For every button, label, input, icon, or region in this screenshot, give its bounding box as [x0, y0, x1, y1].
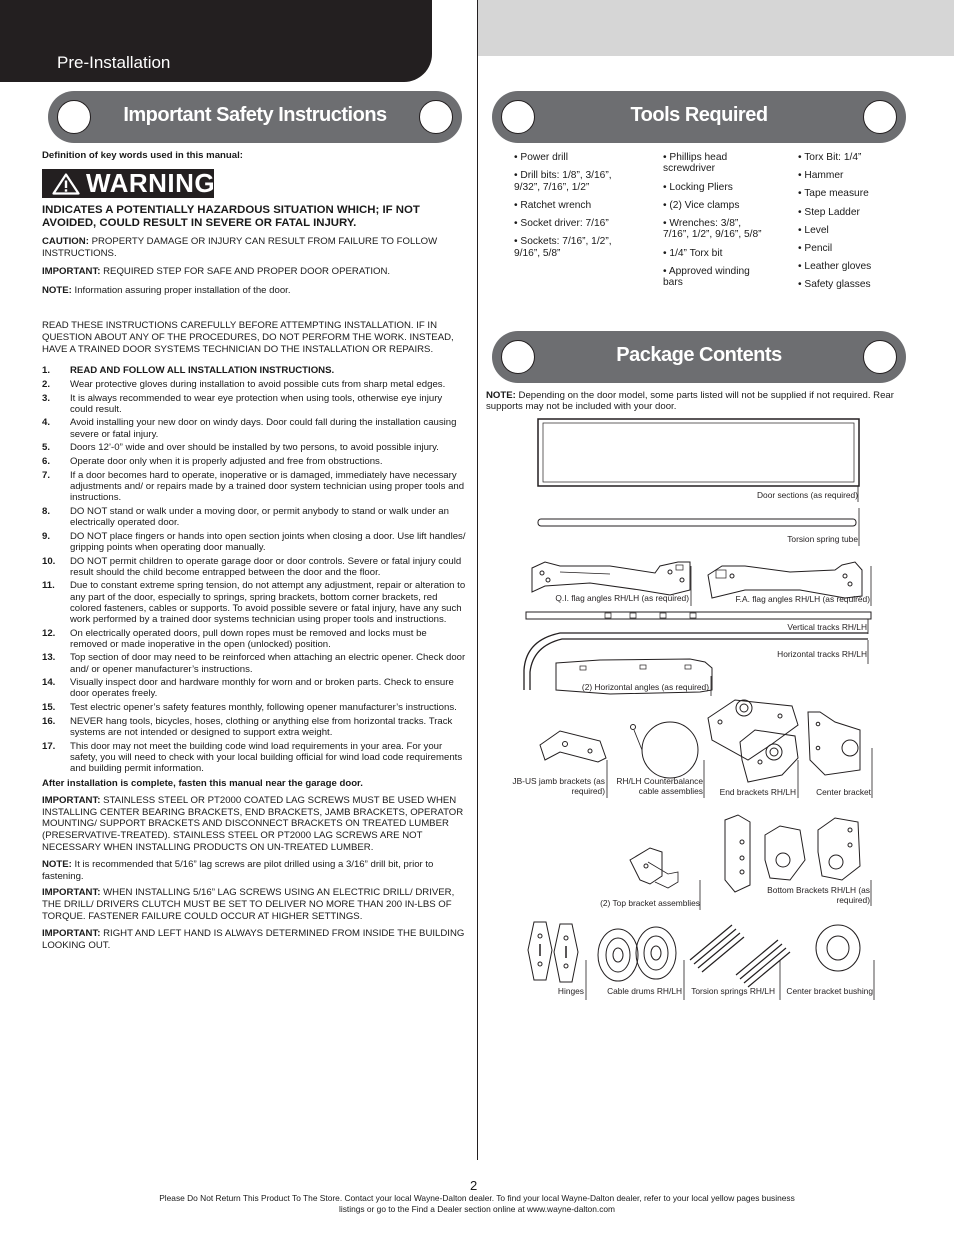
caption-torsion-springs: Torsion springs RH/LH — [691, 986, 775, 996]
tool-item: • Ratchet wrench — [514, 199, 592, 211]
rule-number: 13. — [42, 652, 56, 664]
caption-cable-drums: Cable drums RH/LH — [607, 986, 682, 996]
rule-number: 3. — [42, 392, 51, 404]
rule-text: On electrically operated doors, pull down ropes must be removed and locks must be removed or made inoperative in the open (unlocked) position. — [70, 627, 427, 650]
caption-bottom-brackets: Bottom Brackets RH/LH (as required) — [767, 885, 870, 905]
rule-text: This door may not meet the building code wind load requirements in your area. For your safety, you will need to check with your local building official for wind load code requirements and building permit information. — [70, 740, 463, 774]
tool-item: • Approved winding bars — [663, 265, 750, 289]
rule-number: 1. — [42, 365, 51, 376]
rule-number: 14. — [42, 677, 56, 689]
pilot-drill-paragraph: NOTE: It is recommended that 5/16” lag screws are pilot drilled using a 3/16” drill bit, prior to fastening. — [42, 858, 434, 882]
rule-text: Doors 12’-0” wide and over should be installed by two persons, to avoid possible injury. — [70, 442, 439, 454]
tool-item: • Hammer — [798, 170, 844, 182]
warning-text: INDICATES A POTENTIALLY HAZARDOUS SITUATION WHICH; IF NOT AVOIDED, COULD RESULT IN SEVERE OR FATAL INJURY. — [42, 204, 420, 229]
warning-label: WARNING — [86, 168, 216, 198]
rule-number: 4. — [42, 417, 51, 429]
hand-determination-paragraph: IMPORTANT: RIGHT AND LEFT HAND IS ALWAYS DETERMINED FROM INSIDE THE BUILDING LOOKING OUT. — [42, 927, 465, 951]
read-instructions-paragraph: READ THESE INSTRUCTIONS CAREFULLY BEFORE ATTEMPTING INSTALLATION. IF IN QUESTION ABOUT ANY OF THE PROCEDURES, DO NOT PERFORM THE WORK. INSTEAD, HAVE A TRAINED DOOR SYSTEMS TECHNICIAN DO THE INSTALLATION OR REPAIRS. — [42, 320, 454, 355]
rule-text: DO NOT permit children to operate garage door or door controls. Severe or fatal injury could result should the child become entrapped between the door and the floor. — [70, 555, 462, 578]
rule-text: Operate door only when it is properly adjusted and free from obstructions. — [70, 456, 383, 468]
tool-item: • Phillips head screwdriver — [663, 152, 728, 175]
tool-item: • Torx Bit: 1/4” — [798, 152, 862, 163]
rule-text: Top section of door may need to be reinforced when attaching an electric opener. Check door and/ or opener manufacturer’s instructions. — [70, 652, 466, 675]
jamb-bracket-drawing — [540, 731, 606, 762]
caption-cable-assemblies: RH/LH Counterbalance cable assemblies — [616, 776, 703, 796]
bottom-brackets-drawing — [725, 815, 860, 892]
rule-number: 15. — [42, 702, 56, 714]
rule-number: 10. — [42, 555, 56, 567]
caption-end-brackets: End brackets RH/LH — [719, 787, 796, 797]
caption-top-bracket: (2) Top bracket assemblies — [600, 898, 700, 908]
rule-text: Test electric opener’s safety features monthly, following opener manufacturer’s instructions. — [70, 702, 457, 714]
fa-flag-angles-drawing — [708, 562, 862, 598]
torsion-tube-drawing — [538, 519, 856, 526]
tool-item: • Step Ladder — [798, 206, 860, 218]
tool-item: • Level — [798, 224, 829, 236]
rule-text: Wear protective gloves during installation to avoid possible cuts from sharp metal edges. — [70, 378, 446, 390]
section-label: Pre-Installation — [57, 53, 171, 72]
safety-heading: Important Safety Instructions — [48, 91, 462, 143]
rule-number: 2. — [42, 378, 51, 390]
cable-drums-drawing — [598, 927, 676, 981]
rule-text: DO NOT stand or walk under a moving door, or permit anybody to stand or walk under an electrically operated door. — [70, 505, 449, 528]
tool-item: • Wrenches: 3/8”, 7/16”, 1/2”, 9/16”, 5/8” — [663, 218, 762, 241]
qi-flag-angles-drawing — [532, 562, 690, 595]
caption-hinges: Hinges — [557, 986, 584, 996]
rule-text: It is always recommended to wear eye protection when using tools, otherwise eye injury could result. — [70, 392, 443, 415]
caution-paragraph: CAUTION: PROPERTY DAMAGE OR INJURY CAN RESULT FROM FAILURE TO FOLLOW INSTRUCTIONS. — [42, 236, 438, 259]
rule-text: Avoid installing your new door on windy days. Door could fall during the installation causing severe or fatal injury. — [70, 417, 457, 440]
rule-text: Visually inspect door and hardware monthly for worn and or broken parts. Check to ensure door operates freely. — [70, 677, 454, 700]
top-bracket-drawing — [630, 848, 678, 888]
torsion-springs-drawing — [690, 925, 790, 987]
caption-bushing: Center bracket bushing — [786, 986, 873, 996]
caption-jamb-brackets: JB-US jamb brackets (as required) — [512, 776, 605, 796]
tool-item: • (2) Vice clamps — [663, 199, 740, 211]
tool-item: • Tape measure — [798, 188, 869, 200]
rule-number: 6. — [42, 456, 51, 468]
rule-number: 12. — [42, 627, 56, 639]
tool-item: • 1/4” Torx bit — [663, 247, 723, 259]
vertical-tracks-drawing — [526, 612, 871, 619]
package-note: NOTE: Depending on the door model, some parts listed will not be supplied if not required. Rear supports may not be included with your door. — [486, 390, 894, 412]
tool-item: • Sockets: 7/16”, 1/2”, 9/16”, 5/8” — [514, 236, 612, 259]
caption-center-bracket: Center bracket — [816, 787, 871, 797]
caption-qi-flag-angles: Q.I. flag angles RH/LH (as required) — [555, 593, 689, 603]
caption-vertical-tracks: Vertical tracks RH/LH — [787, 622, 867, 632]
rule-number: 16. — [42, 715, 56, 727]
tool-item: • Safety glasses — [798, 279, 871, 291]
rule-number: 9. — [42, 530, 51, 542]
caption-horizontal-angles: (2) Horizontal angles (as required) — [581, 682, 709, 692]
door-section-drawing — [538, 419, 859, 486]
caption-door-sections: Door sections (as required) — [756, 490, 858, 500]
end-brackets-drawing — [708, 700, 798, 782]
rule-text: NEVER hang tools, bicycles, hoses, clothing or anything else from horizontal tracks. Track systems are not intended or designed to support extra weight. — [70, 715, 453, 739]
caption-horizontal-tracks: Horizontal tracks RH/LH — [777, 649, 867, 659]
after-install-note: After installation is complete, fasten this manual near the garage door. — [42, 778, 363, 789]
rule-number: 7. — [42, 469, 51, 481]
cable-assembly-drawing — [631, 722, 699, 778]
tool-item: • Drill bits: 1/8”, 3/16”, 9/32”, 7/16”, 1/2” — [514, 170, 612, 193]
rule-text: DO NOT place fingers or hands into open section joints when closing a door. Use lift handles/ gripping points when operating door manually. — [70, 530, 466, 553]
rule-number: 11. — [42, 580, 55, 592]
tool-item: • Locking Pliers — [663, 181, 733, 193]
tool-item: • Socket driver: 7/16” — [514, 218, 609, 230]
footer-text: Please Do Not Return This Product To The Store. Contact your local Wayne-Dalton dealer. To find your local Wayne-Dalton dealer, refer to your local yellow pages business listings or go to the Find a Dealer section online at www.wayne-dalton.com — [159, 1193, 795, 1214]
page-number: 2 — [470, 1178, 478, 1193]
center-bracket-drawing — [808, 712, 860, 775]
note-paragraph: NOTE: Information assuring proper installation of the door. — [42, 285, 291, 296]
hinges-drawing — [528, 922, 578, 982]
tool-item: • Leather gloves — [798, 261, 872, 273]
important-paragraph: IMPORTANT: REQUIRED STEP FOR SAFE AND PROPER DOOR OPERATION. — [42, 266, 391, 277]
rule-number: 17. — [42, 740, 56, 752]
rule-number: 8. — [42, 505, 51, 517]
rule-number: 5. — [42, 442, 51, 454]
caption-torsion-tube: Torsion spring tube — [787, 534, 858, 544]
tools-heading: Tools Required — [492, 91, 906, 143]
definition-heading: Definition of key words used in this manual: — [42, 150, 243, 161]
package-heading: Package Contents — [492, 331, 906, 383]
bushing-drawing — [816, 925, 860, 971]
rule-text: READ AND FOLLOW ALL INSTALLATION INSTRUCTIONS. — [70, 365, 335, 376]
rule-text: If a door becomes hard to operate, inoperative or is damaged, immediately have necessary adjustments and/ or repairs made by a trained door system technician using proper tools and instructions. — [70, 469, 465, 504]
lag-screw-paragraph: IMPORTANT: STAINLESS STEEL OR PT2000 COATED LAG SCREWS MUST BE USED WHEN INSTALLING CENTER BEARING BRACKETS, END BRACKETS, JAMB BRACKETS, OPERATOR MOUNTING/ SUPPORT BRACKETS AND DISCONNECT BRACKETS ON TREATED LUMBER (PRESERVATIVE-TREATED). STAINLESS STEEL OR PT2000 LAG SCREWS ARE NOT NECESSARY WHEN INSTALLING PRODUCTS ON UN-TREATED LUMBER. — [42, 794, 464, 853]
drill-clutch-paragraph: IMPORTANT: WHEN INSTALLING 5/16” LAG SCREWS USING AN ELECTRIC DRILL/ DRIVER, THE DRILL/ DRIVERS CLUTCH MUST BE SET TO DELIVER NO MORE THAN 200 IN-LBS OF TORQUE. FASTENER FAILURE COULD OCCUR AT HIGHER SETTINGS. — [42, 887, 455, 922]
caption-fa-flag-angles: F.A. flag angles RH/LH (as required) — [735, 594, 870, 604]
tool-item: • Power drill — [514, 152, 568, 163]
tool-item: • Pencil — [798, 243, 833, 255]
rule-text: Due to constant extreme spring tension, do not attempt any adjustment, repair or alteration to any part of the door, especially to springs, spring brackets, bottom corner brackets, red colored fasteners, cables or supports. To avoid possible severe or fatal injury, have any such work performed by a trained door systems technician using proper tools and instructions. — [70, 580, 466, 625]
